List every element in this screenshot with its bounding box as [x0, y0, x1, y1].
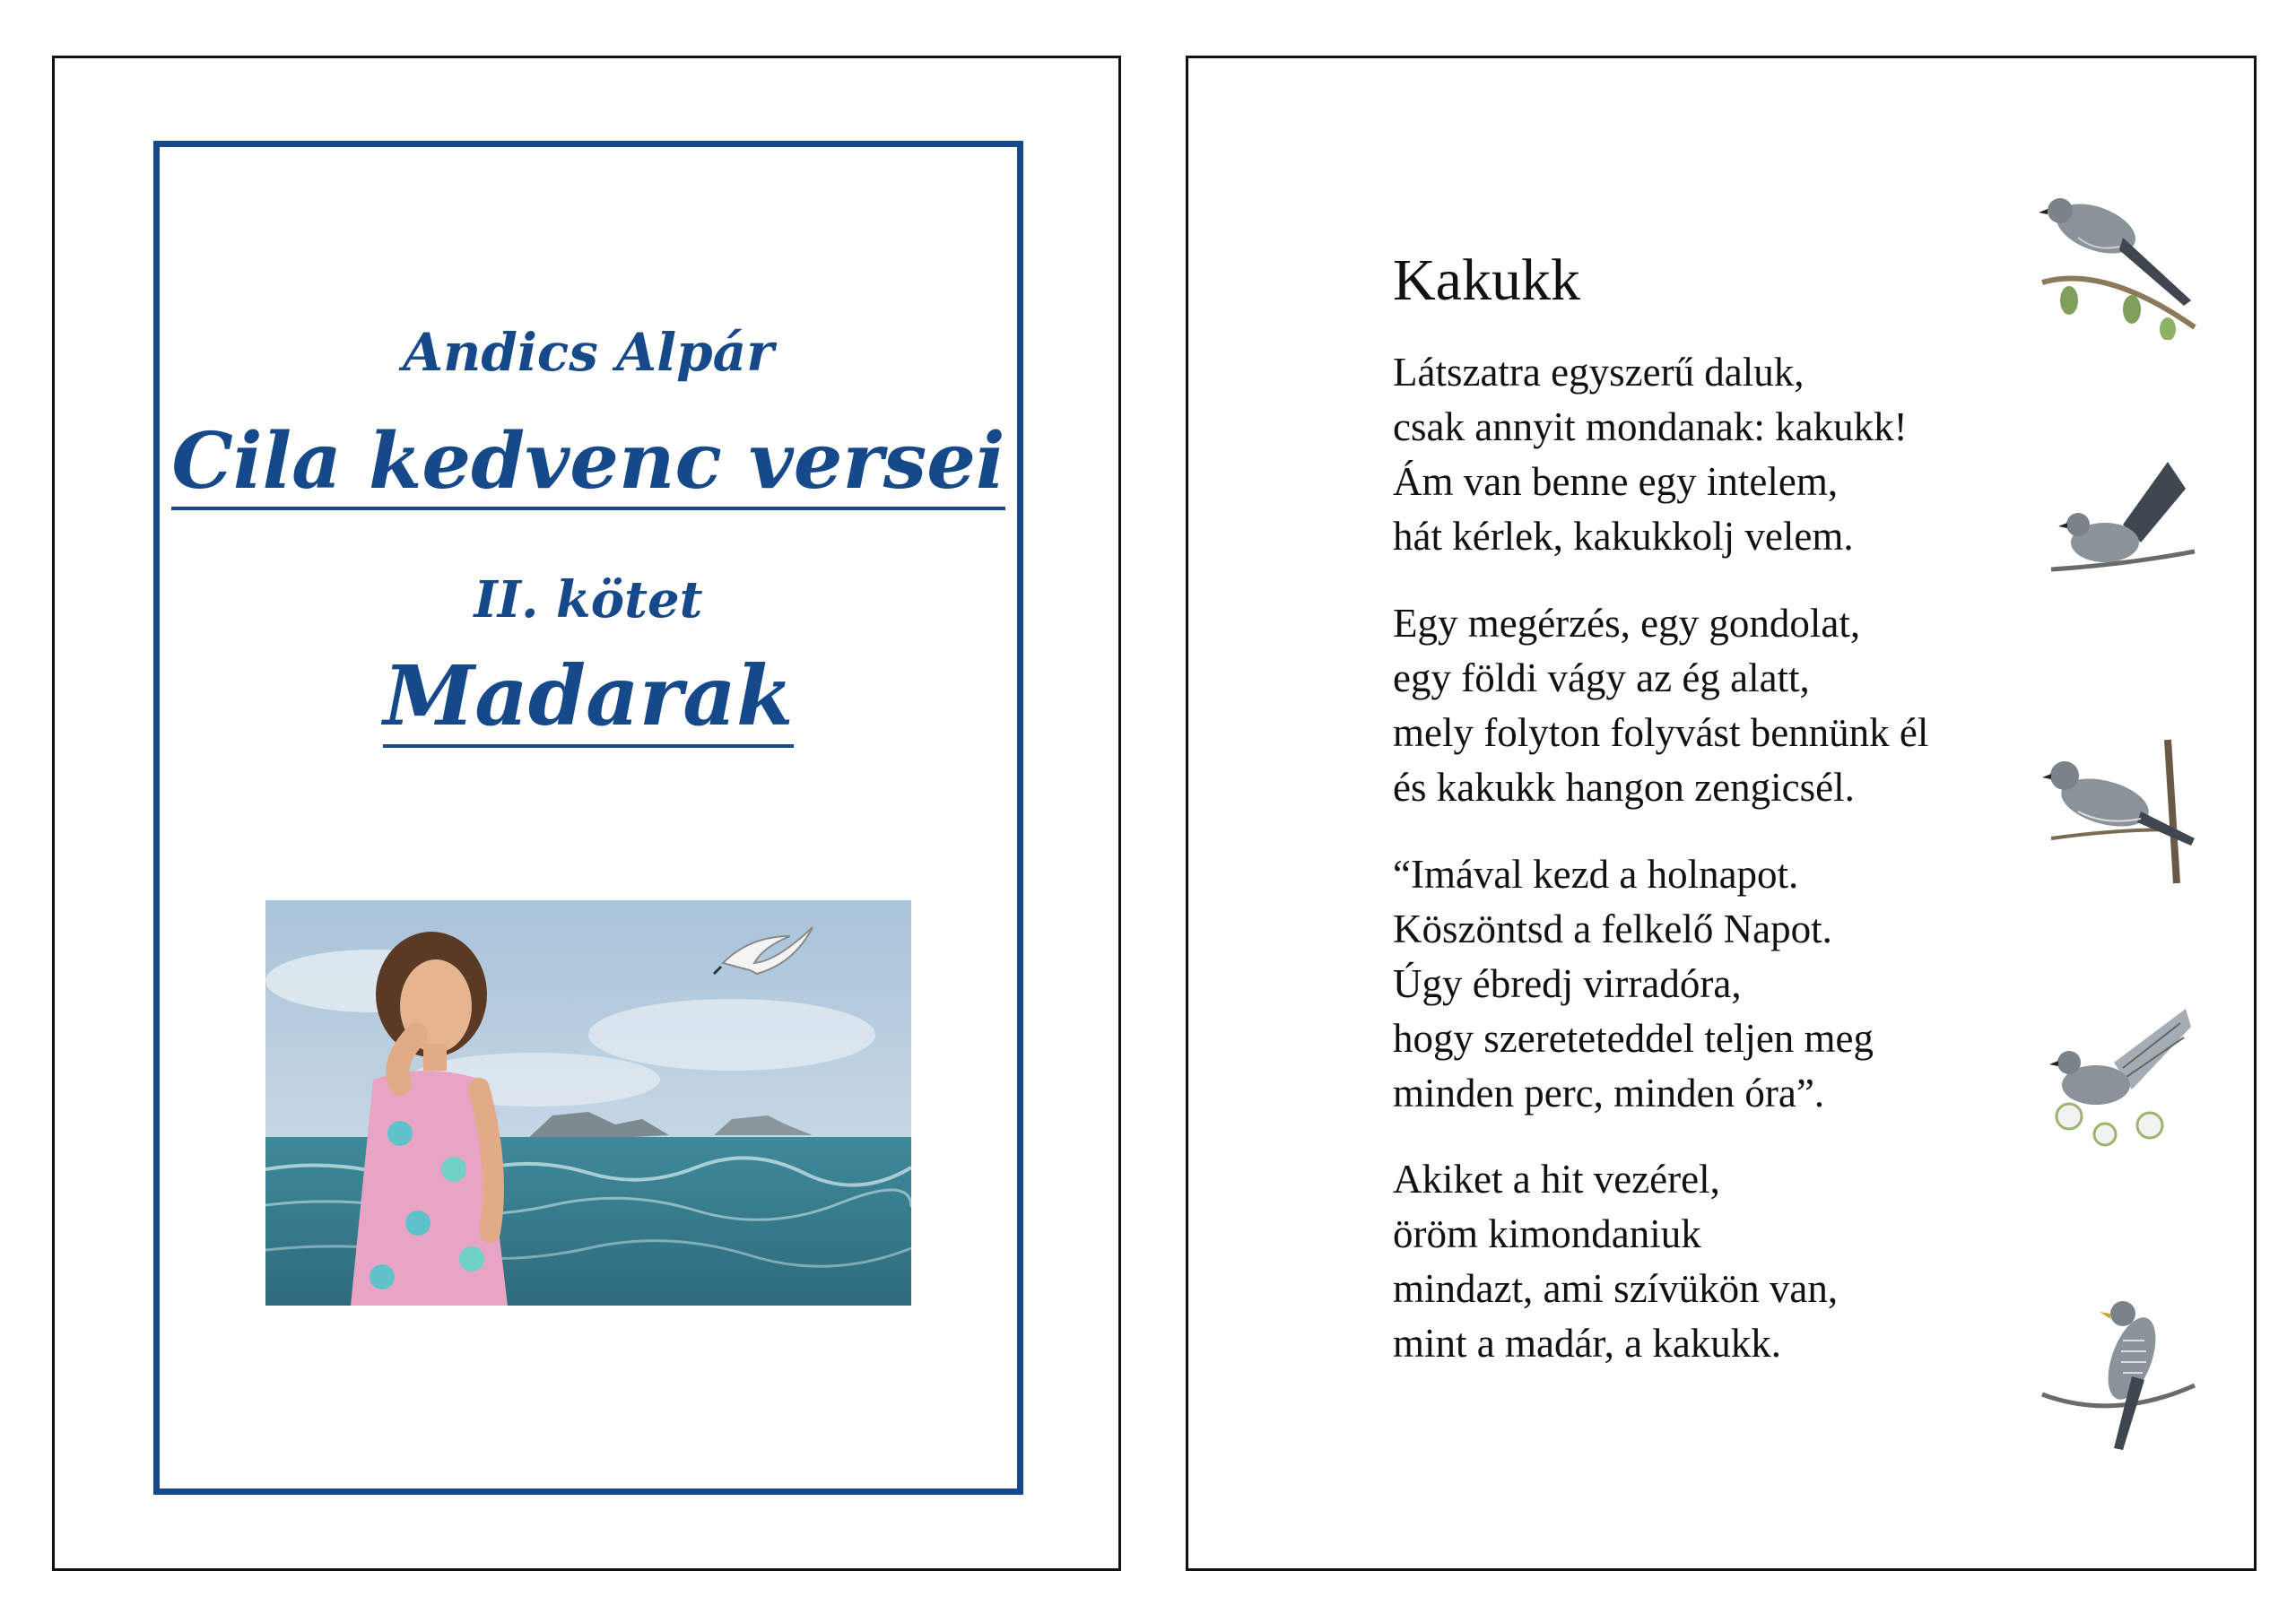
- poem-title: Kakukk: [1393, 247, 1580, 313]
- poem-stanza: [1393, 847, 1874, 1121]
- cover-frame: [153, 141, 1023, 1495]
- poem-line: öröm kimondaniuk: [1393, 1211, 1701, 1256]
- cover-volume: II. kötet: [474, 570, 703, 629]
- poem-line: mindazt, ami szívükön van,: [1393, 1266, 1839, 1311]
- cover-page: [52, 56, 1121, 1571]
- poem-line: csak annyit mondanak: kakukk!: [1393, 404, 1908, 449]
- cover-author: Andics Alpár: [403, 322, 774, 383]
- cover-photo: [265, 900, 911, 1306]
- poem-line: minden perc, minden óra”.: [1393, 1071, 1825, 1115]
- poem-line: Látszatra egyszerű daluk,: [1393, 350, 1805, 395]
- cuckoo-illustration: [2033, 722, 2198, 887]
- poem-line: hát kérlek, kakukkolj velem.: [1393, 514, 1854, 559]
- cover-subtitle-text: Madarak: [383, 650, 793, 748]
- poem-line: Ám van benne egy intelem,: [1393, 459, 1839, 504]
- cover-title: [160, 416, 1017, 510]
- poem-line: Egy megérzés, egy gondolat,: [1393, 601, 1861, 646]
- poem-page: [1186, 56, 2257, 1571]
- poem-line: Úgy ébredj virradóra,: [1393, 961, 1742, 1006]
- poem-line: Köszöntsd a felkelő Napot.: [1393, 907, 1832, 951]
- poem-line: Akiket a hit vezérel,: [1393, 1157, 1720, 1202]
- poem-line: és kakukk hangon zengicsél.: [1393, 765, 1855, 810]
- cuckoo-illustration: [2033, 175, 2198, 340]
- poem-stanza: [1393, 1152, 1838, 1371]
- poem-stanza: [1393, 345, 1908, 564]
- poem-line: hogy szereteteddel teljen meg: [1393, 1016, 1874, 1061]
- poem-line: mely folyton folyvást bennünk él: [1393, 710, 1929, 755]
- poem-line: egy földi vágy az ég alatt,: [1393, 655, 1810, 700]
- poem-line: mint a madár, a kakukk.: [1393, 1321, 1782, 1366]
- cuckoo-illustration: [2033, 453, 2198, 618]
- cuckoo-illustration: [2033, 991, 2198, 1156]
- cover-subtitle: [160, 647, 1017, 748]
- cuckoo-illustration: [2033, 1287, 2198, 1452]
- cover-title-text: Cila kedvenc versei: [171, 419, 1004, 510]
- poem-stanza: [1393, 596, 1928, 815]
- poem-line: “Imával kezd a holnapot.: [1393, 852, 1799, 897]
